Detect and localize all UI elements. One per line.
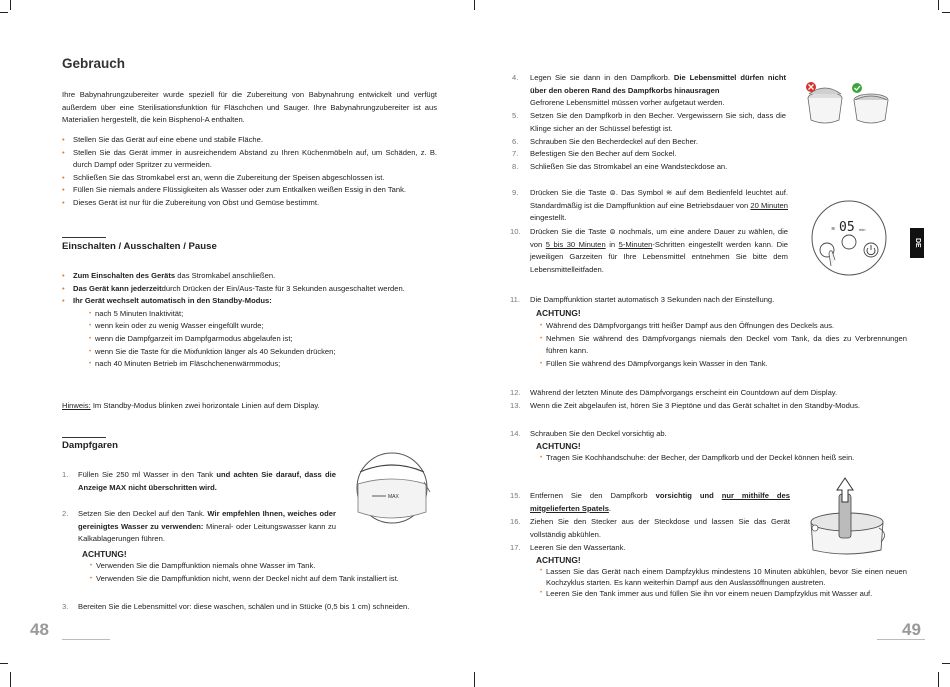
section-title-steam: Dampfgaren bbox=[62, 440, 118, 451]
step-13: Wenn die Zeit abgelaufen ist, hören Sie 3 Pieptöne und das Gerät schaltet in den Standby-Modus. bbox=[530, 401, 860, 410]
text: durch Drücken der Ein/Aus-Taste für 3 Sekunden ausgeschaltet werden. bbox=[161, 283, 405, 293]
bold-text: Das Gerät kann jederzeit bbox=[73, 283, 162, 293]
step-number: 17. bbox=[510, 543, 521, 552]
text: Mineral- oder Leitungswasser kann zu Kalkablagerungen führen. bbox=[78, 521, 336, 544]
step-11: Die Dampffunktion startet automatisch 3 Sekunden nach der Einstellung. bbox=[530, 295, 775, 304]
underlined-text: 5 bis 30 Minuten bbox=[545, 239, 606, 249]
list-item: • Dieses Gerät ist nur für die Zubereitung von Obst und Gemüse bestimmt. bbox=[62, 197, 437, 210]
display-value: 05 bbox=[839, 220, 855, 235]
right-page bbox=[475, 0, 950, 687]
step-16: Ziehen Sie den Stecker aus der Steckdose und lassen Sie das Gerät vollständig abkühlen. bbox=[530, 517, 790, 539]
blend-button[interactable] bbox=[842, 235, 856, 249]
step-10 bbox=[530, 226, 788, 276]
text: Gefrorene Lebensmittel müssen vorher aufgetaut werden. bbox=[530, 98, 725, 108]
tank-max-illustration bbox=[346, 452, 438, 524]
step-7: Befestigen Sie den Becher auf dem Sockel. bbox=[530, 149, 677, 158]
step-number: 16. bbox=[510, 517, 521, 526]
hint-text: Im Standby-Modus blinken zwei horizontale Linien auf dem Display. bbox=[90, 401, 320, 410]
step-number: 13. bbox=[510, 401, 521, 410]
bold-text: und achten Sie darauf, dass die Anzeige MAX nicht überschritten wird. bbox=[78, 470, 337, 492]
step-number: 3. bbox=[62, 602, 69, 611]
step-number: 4. bbox=[512, 73, 519, 82]
bold-text: Wir empfehlen Ihnen, weiches oder gereinigtes Wasser zu verwenden: bbox=[78, 509, 336, 531]
list-item: • Verwenden Sie die Dampffunktion nicht, wenn der Deckel nicht auf dem Tank installiert ist. bbox=[90, 573, 460, 586]
warning-list bbox=[524, 566, 907, 599]
text: . Das Symbol bbox=[615, 188, 666, 197]
section-rule bbox=[62, 237, 106, 238]
step-number: 11. bbox=[510, 295, 520, 304]
spatula-removal-illustration bbox=[803, 476, 889, 556]
list-item: • Tragen Sie Kochhandschuhe: der Becher, der Dampfkorb und der Deckel können heiß sein. bbox=[540, 452, 907, 465]
text: Füllen Sie 250 ml Wasser in den Tank bbox=[78, 470, 214, 479]
step-number: 8. bbox=[512, 162, 519, 171]
section-title-power: Einschalten / Ausschalten / Pause bbox=[62, 241, 217, 252]
list-item: • Schließen Sie das Stromkabel erst an, wenn die Zubereitung der Speisen abgeschlossen ist. bbox=[62, 172, 437, 185]
step-number: 10. bbox=[510, 227, 521, 236]
list-item bbox=[62, 283, 437, 296]
steam-button-icon: ⊜ bbox=[609, 188, 616, 197]
page-title: Gebrauch bbox=[62, 56, 126, 71]
warning-heading: ACHTUNG! bbox=[82, 549, 127, 559]
list-item: • wenn die Dampfgarzeit im Dampfgarmodus abgelaufen ist; bbox=[89, 333, 437, 346]
step-1 bbox=[78, 469, 336, 494]
step-number: 2. bbox=[62, 509, 69, 518]
page-number-right: 49 bbox=[902, 620, 921, 639]
underlined-text: nur mithilfe des mitgelieferten Spatels bbox=[530, 491, 790, 513]
text: Entfernen Sie den Dampfkorb bbox=[530, 491, 656, 500]
text: . bbox=[608, 503, 612, 513]
list-item: • nach 5 Minuten Inaktivität; bbox=[89, 308, 437, 321]
steam-symbol-icon: ≋ bbox=[665, 188, 673, 197]
display-unit: min bbox=[859, 227, 866, 232]
list-item bbox=[62, 295, 437, 371]
list-item: • Leeren Sie den Tank immer aus und füllen Sie ihn vor einem neuen Dampfzyklus mit Wasser auf. bbox=[540, 588, 907, 599]
list-item: • Stellen Sie das Gerät immer in ausreichendem Abstand zu Ihren Küchenmöbeln auf, um Schäden, z. B. durch Dampf oder Spritzer zu vermeiden. bbox=[62, 147, 437, 172]
text: Drücken Sie die Taste bbox=[530, 188, 610, 197]
text: -Schritten eingestellt werden kann. Die jeweiligen Garzeiten für Ihre Lebensmittel entnehmen Sie bitte dem Lebensmittelleitfaden. bbox=[530, 239, 788, 274]
list-item bbox=[62, 270, 437, 283]
svg-text:≋: ≋ bbox=[831, 226, 836, 232]
list-item: • Nehmen Sie während des Dämpfvorgangs niemals den Deckel vom Tank, da dies zu Verbrennungen führen kann. bbox=[540, 333, 907, 358]
language-tab: DE bbox=[910, 228, 924, 258]
step-number: 1. bbox=[62, 470, 69, 479]
list-item: • Füllen Sie während des Dämpfvorgangs kein Wasser in den Tank. bbox=[540, 358, 907, 371]
warning-heading: ACHTUNG! bbox=[536, 555, 581, 565]
text: Legen Sie sie dann in den Dampfkorb. bbox=[530, 73, 674, 82]
power-bullet-list bbox=[62, 270, 437, 371]
step-number: 9. bbox=[512, 188, 519, 197]
step-12: Während der letzten Minute des Dämpfvorgangs erscheint ein Countdown auf dem Display. bbox=[530, 388, 838, 397]
footer-rule bbox=[62, 639, 110, 640]
list-item: • Füllen Sie niemals andere Flüssigkeiten als Wasser oder zum Entkalken weißen Essig in den Tank. bbox=[62, 184, 437, 197]
list-item: • Verwenden Sie die Dampffunktion niemals ohne Wasser im Tank. bbox=[90, 560, 460, 573]
page-number-left: 48 bbox=[30, 620, 49, 639]
text: das Stromkabel anschließen. bbox=[175, 271, 276, 280]
warning-list bbox=[74, 560, 460, 585]
list-item: • wenn Sie die Taste für die Mixfunktion länger als 40 Sekunden drücken; bbox=[89, 346, 437, 359]
steam-button-icon: ⊜ bbox=[609, 227, 616, 236]
step-number: 15. bbox=[510, 491, 521, 500]
text: in bbox=[605, 239, 619, 249]
step-2 bbox=[78, 508, 336, 546]
bold-text: Zum Einschalten des Geräts bbox=[73, 271, 176, 280]
list-item: • Stellen Sie das Gerät auf eine ebene und stabile Fläche. bbox=[62, 134, 437, 147]
list-item: • nach 40 Minuten Betrieb im Fläschchenenwärmmodus; bbox=[89, 358, 437, 371]
hint-note bbox=[62, 400, 437, 413]
warning-list bbox=[524, 320, 907, 370]
text: Setzen Sie den Deckel auf den Tank. bbox=[78, 509, 208, 518]
step-5: Setzen Sie den Dampfkorb in den Becher. Vergewissern Sie sich, dass die Klinge sicher an der Schüssel befestigt ist. bbox=[530, 111, 786, 133]
warning-heading: ACHTUNG! bbox=[536, 308, 581, 318]
list-item: • wenn kein oder zu wenig Wasser eingefüllt wurde; bbox=[89, 320, 437, 333]
step-3: Bereiten Sie die Lebensmittel vor: diese waschen, schälen und in Stücke (0,5 bis 1 cm) schneiden. bbox=[78, 602, 410, 611]
text: eingestellt. bbox=[530, 213, 567, 223]
underlined-text: 20 Minuten bbox=[750, 200, 788, 210]
warning-list bbox=[524, 452, 907, 465]
step-8: Schließen Sie das Stromkabel an eine Wandsteckdose an. bbox=[530, 162, 728, 171]
basket-fill-illustration bbox=[803, 80, 895, 126]
underlined-text: 5-Minuten bbox=[618, 239, 653, 249]
bold-text: vorsichtig und bbox=[655, 491, 722, 500]
step-14: Schrauben Sie den Deckel vorsichtig ab. bbox=[530, 429, 667, 438]
list-item: • Während des Dämpfvorgangs tritt heißer Dampf aus den Öffnungen des Deckels aus. bbox=[540, 320, 907, 333]
hint-label: Hinweis: bbox=[62, 401, 91, 410]
warning-heading: ACHTUNG! bbox=[536, 441, 581, 451]
correct-icon bbox=[852, 83, 862, 93]
section-rule bbox=[62, 437, 106, 438]
control-panel-illustration bbox=[809, 200, 889, 276]
bold-text: Die Lebensmittel dürfen nicht über den oberen Rand des Dampfkorbs hinausragen bbox=[530, 73, 786, 95]
step-number: 14. bbox=[510, 429, 521, 438]
standby-sublist bbox=[73, 308, 437, 371]
step-number: 5. bbox=[512, 111, 519, 120]
step-number: 6. bbox=[512, 137, 519, 146]
step-number: 7. bbox=[512, 149, 519, 158]
text: Drücken Sie die Taste bbox=[530, 227, 610, 236]
footer-rule bbox=[877, 639, 925, 640]
intro-paragraph: Ihre Babynahrungzubereiter wurde speziell für die Zubereitung von Babynahrung entwickelt und verfügt außerdem über eine Sterilisationsfunktion für Fläschchen und Sauger. Ihre Babynahrungzubereiter ist aus Materialien hergestellt, die kein Bisphenol-A enthalten. bbox=[62, 90, 437, 125]
text: auf dem Bedienfeld leuchtet auf. Standardmäßig ist die Dampffunktion auf eine Betriebsdauer von bbox=[530, 188, 789, 210]
step-17: Leeren Sie den Wassertank. bbox=[530, 543, 626, 552]
step-15 bbox=[530, 490, 790, 515]
step-6: Schrauben Sie den Becherdeckel auf den Becher. bbox=[530, 137, 699, 146]
text: nochmals, um eine andere Dauer zu wählen, die von bbox=[530, 227, 788, 249]
step-number: 12. bbox=[510, 388, 521, 397]
list-item: • Lassen Sie das Gerät nach einem Dampfzyklus mindestens 10 Minuten abkühlen, bevor Sie einen neuen Kochzyklus starten. Es kann weiterhin Dampf aus den Auslassöffnungen austreten. bbox=[540, 566, 907, 588]
step-4 bbox=[530, 72, 786, 110]
max-label: MAX bbox=[388, 494, 399, 500]
usage-bullet-list bbox=[62, 134, 437, 210]
bold-text: Ihr Gerät wechselt automatisch in den Standby-Modus: bbox=[73, 296, 272, 306]
step-9 bbox=[530, 187, 788, 225]
